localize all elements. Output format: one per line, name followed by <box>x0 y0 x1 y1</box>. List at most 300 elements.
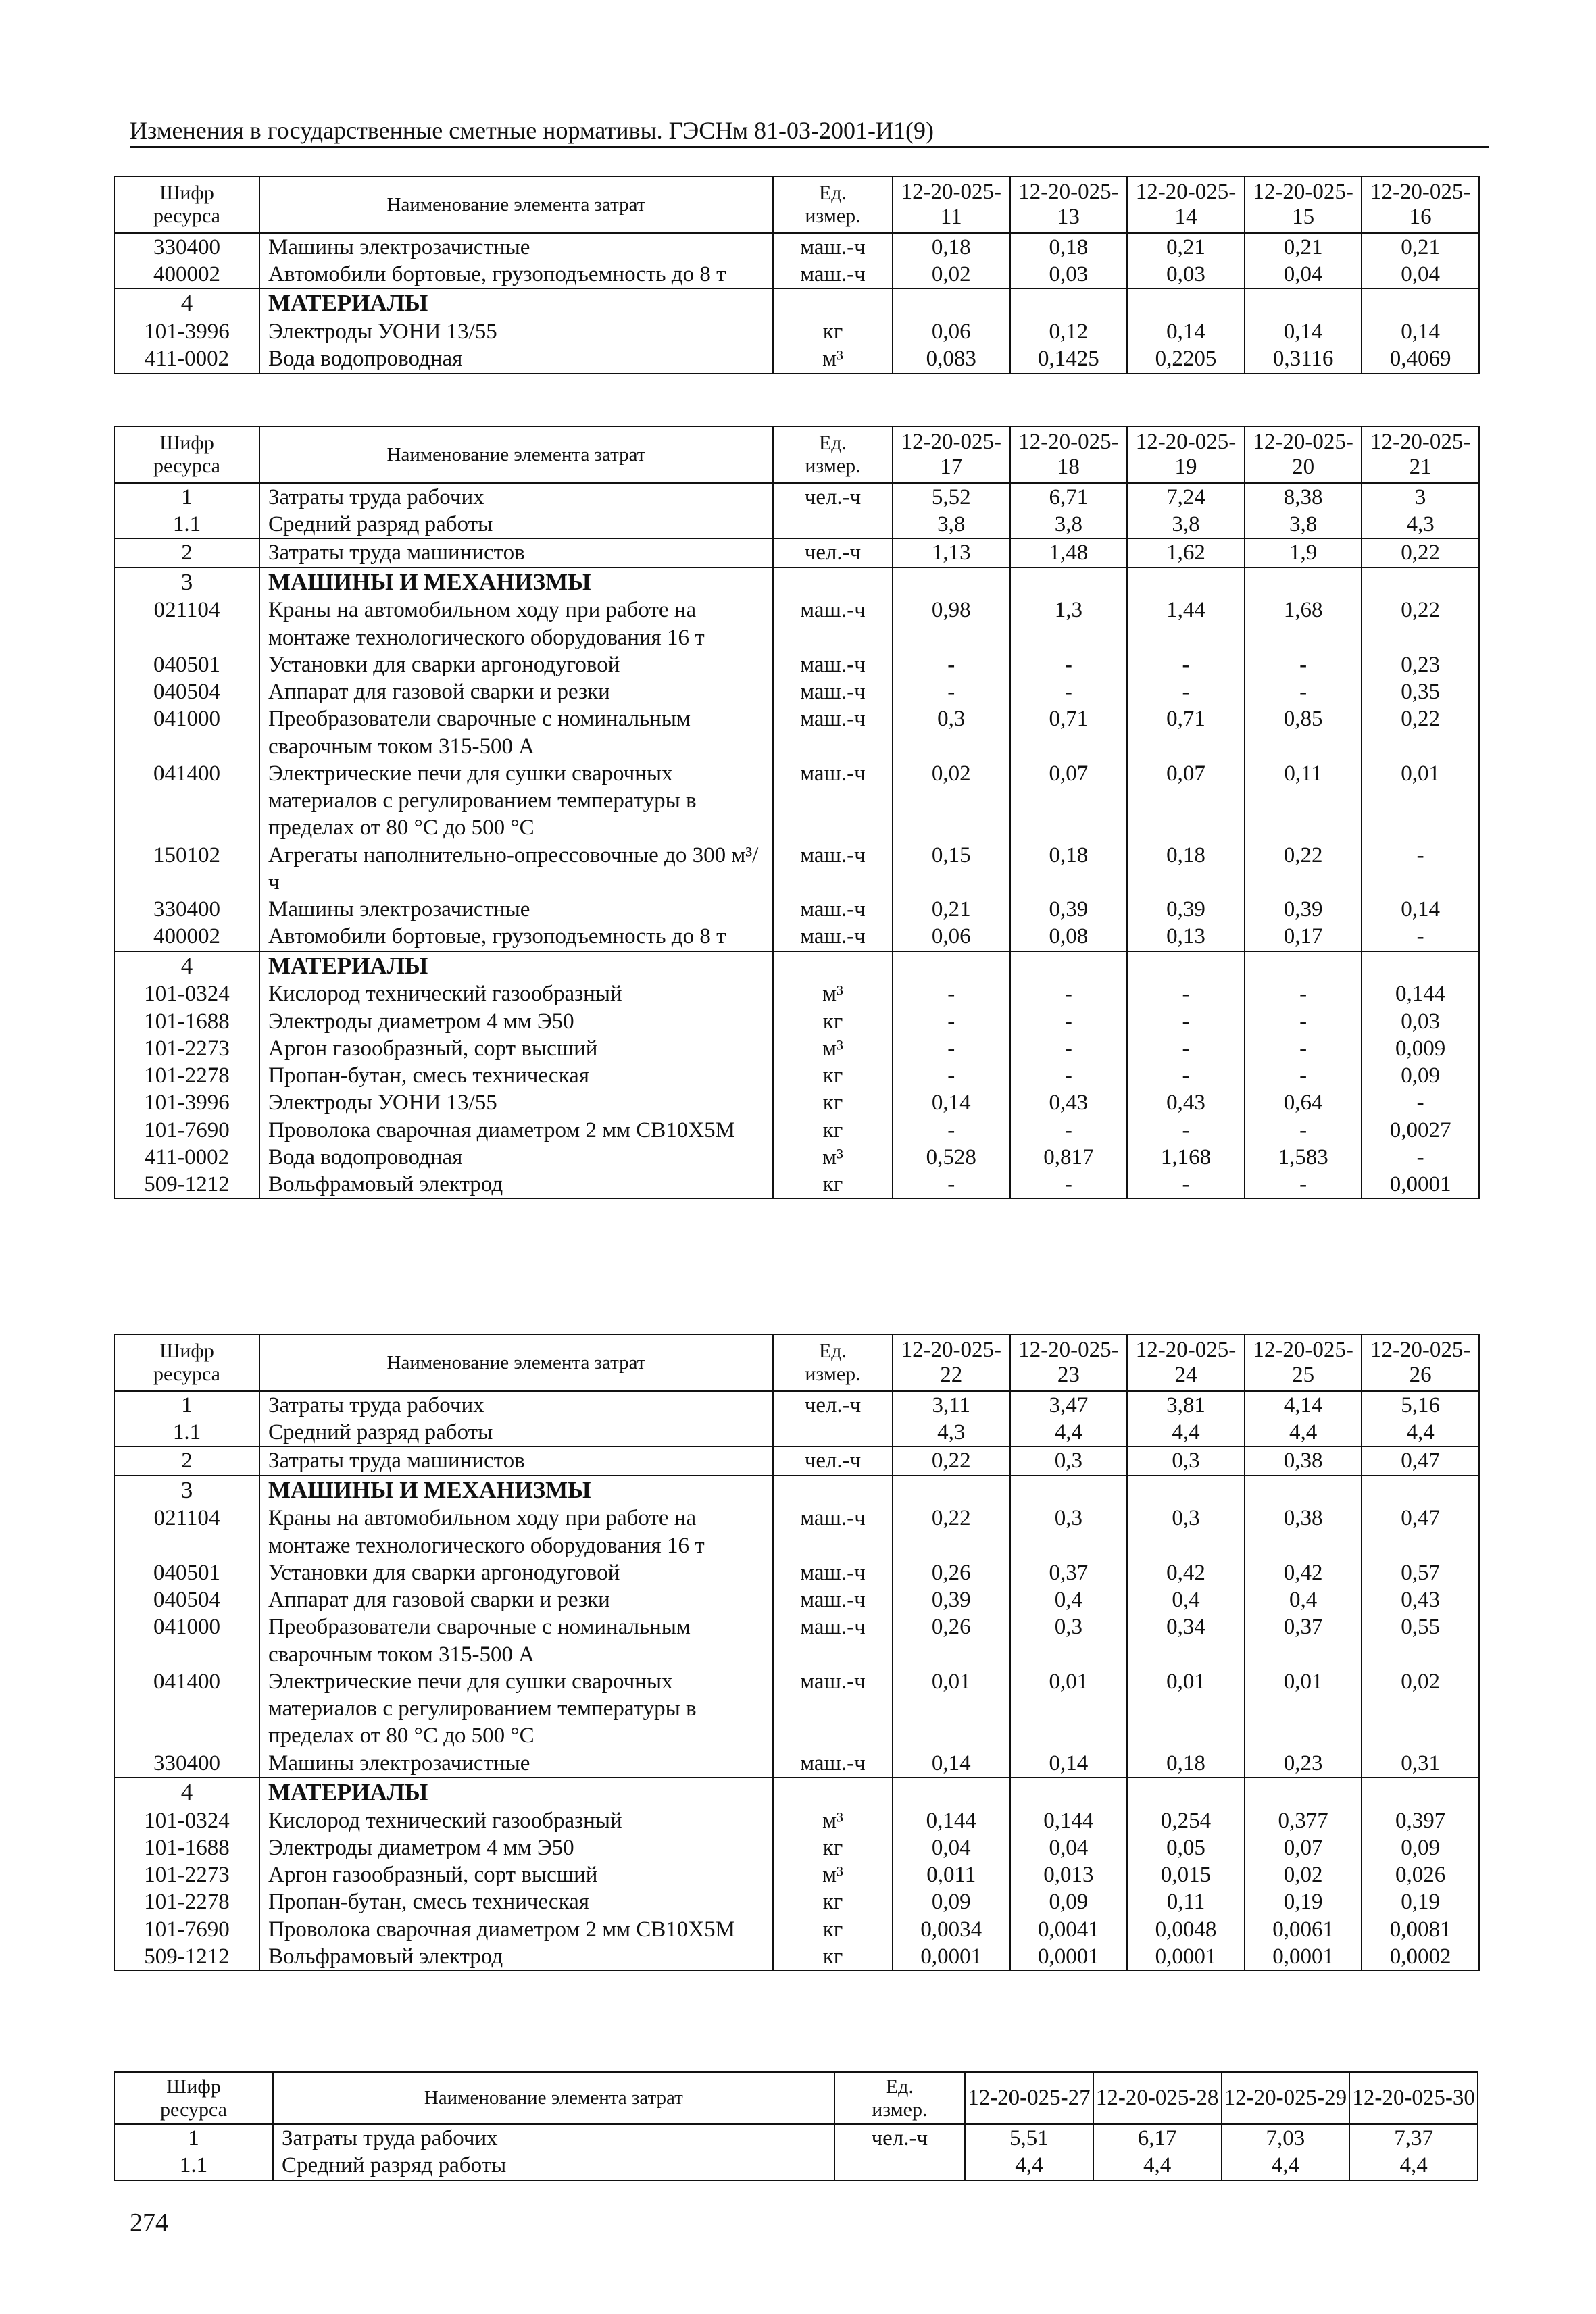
norm-value: 0,09 <box>1362 1834 1479 1861</box>
norm-value: 0,015 <box>1127 1861 1245 1888</box>
resource-table-1 <box>114 176 1480 374</box>
unit-header-line1: Ед. <box>818 432 847 455</box>
resource-code: 3 <box>114 568 259 597</box>
cost-element-name: Вольфрамовый электрод <box>259 1171 773 1199</box>
norm-value: - <box>893 1062 1010 1089</box>
norm-value: 1,68 <box>1245 597 1362 651</box>
norm-value <box>1245 288 1362 318</box>
code-header-line2: ресурса <box>153 1362 220 1385</box>
norm-value: 0,06 <box>893 318 1010 345</box>
table-row <box>114 233 1479 261</box>
norm-value: 8,38 <box>1245 483 1362 511</box>
table-row <box>114 1008 1479 1035</box>
norm-value: 3,47 <box>1010 1391 1128 1419</box>
code-header <box>114 2072 273 2124</box>
resource-code: 2 <box>114 538 259 567</box>
unit-of-measure: маш.-ч <box>773 1505 893 1559</box>
unit-of-measure: кг <box>773 1943 893 1971</box>
norm-value: 0,21 <box>1362 233 1479 261</box>
norm-value: 0,18 <box>1127 842 1245 897</box>
norm-value: 0,22 <box>1245 842 1362 897</box>
resource-code: 101-0324 <box>114 1807 259 1834</box>
norm-value: 0,0081 <box>1362 1916 1479 1943</box>
norm-value: 0,47 <box>1362 1447 1479 1475</box>
unit-of-measure <box>834 2152 965 2180</box>
cost-element-name: Агрегаты наполнительно-опрессовочные до 300 м³/ч <box>259 842 773 897</box>
cost-element-name: Электрические печи для сушки сварочных материалов с регулированием температуры в пределах от 80 °С до 500 °С <box>259 1668 773 1750</box>
cost-element-name: Пропан-бутан, смесь техническая <box>259 1888 773 1915</box>
code-header <box>114 176 259 233</box>
unit-of-measure: маш.-ч <box>773 1750 893 1778</box>
resource-code: 041400 <box>114 1668 259 1750</box>
code-header-line1: Шифр <box>159 182 214 205</box>
resource-code: 021104 <box>114 597 259 651</box>
table-row <box>114 651 1479 678</box>
norm-value: 0,11 <box>1127 1888 1245 1915</box>
norm-value: 0,2205 <box>1127 345 1245 373</box>
table-row <box>114 1089 1479 1116</box>
table-row <box>114 1476 1479 1505</box>
norm-value: 0,08 <box>1010 923 1128 951</box>
norm-value: 0,09 <box>1010 1888 1128 1915</box>
norm-value: - <box>1245 651 1362 678</box>
unit-of-measure <box>773 1778 893 1807</box>
norm-value: 7,24 <box>1127 483 1245 511</box>
norm-value: 0,85 <box>1245 705 1362 760</box>
resource-code: 101-1688 <box>114 1834 259 1861</box>
norm-value: - <box>1127 1008 1245 1035</box>
resource-code: 041400 <box>114 760 259 842</box>
unit-of-measure: маш.-ч <box>773 261 893 288</box>
table-row <box>114 1505 1479 1559</box>
norm-value: 1,44 <box>1127 597 1245 651</box>
norm-value: 0,0041 <box>1010 1916 1128 1943</box>
norm-value: - <box>1362 923 1479 951</box>
cost-element-name: МАШИНЫ И МЕХАНИЗМЫ <box>259 1476 773 1505</box>
unit-of-measure: кг <box>773 1008 893 1035</box>
page-number: 274 <box>130 2209 168 2237</box>
norm-value: 0,22 <box>1362 597 1479 651</box>
resource-code: 4 <box>114 288 259 318</box>
norm-value: 0,03 <box>1362 1008 1479 1035</box>
code-header-line2: ресурса <box>153 204 220 227</box>
norm-value: 0,21 <box>1127 233 1245 261</box>
unit-of-measure: м³ <box>773 1861 893 1888</box>
unit-of-measure: маш.-ч <box>773 597 893 651</box>
table-row <box>114 483 1479 511</box>
norm-value: 0,4 <box>1127 1586 1245 1613</box>
cost-element-name: МАТЕРИАЛЫ <box>259 951 773 981</box>
resource-code: 101-2273 <box>114 1035 259 1062</box>
unit-header-line1: Ед. <box>885 2076 914 2098</box>
norm-value: - <box>1010 980 1128 1007</box>
norm-value: 0,37 <box>1010 1559 1128 1586</box>
norm-value: 0,1425 <box>1010 345 1128 373</box>
norm-value: 3,81 <box>1127 1391 1245 1419</box>
table-row <box>114 1834 1479 1861</box>
norm-value: - <box>893 1117 1010 1144</box>
cost-element-name: Краны на автомобильном ходу при работе на монтаже технологического оборудования 16 т <box>259 597 773 651</box>
norm-value: 0,0001 <box>893 1943 1010 1971</box>
norm-value <box>1127 288 1245 318</box>
cost-element-name: Автомобили бортовые, грузоподъемность до 8 т <box>259 261 773 288</box>
unit-of-measure <box>773 1476 893 1505</box>
table-row <box>114 1586 1479 1613</box>
resource-table-3 <box>114 1334 1480 1971</box>
norm-value <box>1010 1476 1128 1505</box>
norm-value <box>1362 1476 1479 1505</box>
norm-value: 0,05 <box>1127 1834 1245 1861</box>
table-row <box>114 951 1479 981</box>
norm-value: 0,0001 <box>1010 1943 1128 1971</box>
code-header <box>114 1334 259 1391</box>
norm-value: 5,52 <box>893 483 1010 511</box>
norm-value: 0,39 <box>1010 896 1128 923</box>
norm-value <box>1362 1778 1479 1807</box>
resource-code: 040501 <box>114 1559 259 1586</box>
table-row <box>114 760 1479 842</box>
norm-value <box>1245 568 1362 597</box>
norm-code-header: 12-20-025-23 <box>1010 1334 1128 1391</box>
norm-value: 4,4 <box>1245 1419 1362 1447</box>
name-header: Наименование элемента затрат <box>259 1334 773 1391</box>
norm-value: 0,0027 <box>1362 1117 1479 1144</box>
cost-element-name: Установки для сварки аргонодуговой <box>259 651 773 678</box>
norm-value: 0,47 <box>1362 1505 1479 1559</box>
norm-value: 0,02 <box>893 760 1010 842</box>
cost-element-name: Пропан-бутан, смесь техническая <box>259 1062 773 1089</box>
norm-value: 0,11 <box>1245 760 1362 842</box>
norm-value <box>1127 1778 1245 1807</box>
table-row <box>114 1391 1479 1419</box>
norm-code-header: 12-20-025-11 <box>893 176 1010 233</box>
norm-value: 0,0001 <box>1127 1943 1245 1971</box>
cost-element-name: Кислород технический газообразный <box>259 1807 773 1834</box>
norm-value <box>1245 951 1362 981</box>
table-row <box>114 318 1479 345</box>
norm-value: 5,16 <box>1362 1391 1479 1419</box>
page-header: Изменения в государственные сметные нормативы. ГЭСНм 81-03-2001-И1(9) <box>130 115 1489 148</box>
norm-value: 0,3 <box>1010 1447 1128 1475</box>
norm-value: 0,39 <box>893 1586 1010 1613</box>
norm-value: 0,42 <box>1127 1559 1245 1586</box>
norm-value: - <box>1010 1117 1128 1144</box>
norm-value: - <box>893 651 1010 678</box>
norm-value: - <box>1245 1035 1362 1062</box>
resource-code: 411-0002 <box>114 345 259 373</box>
resource-code: 101-3996 <box>114 318 259 345</box>
norm-value: - <box>1010 651 1128 678</box>
resource-code: 400002 <box>114 923 259 951</box>
cost-element-name: Затраты труда машинистов <box>259 538 773 567</box>
table-row <box>114 1035 1479 1062</box>
resource-code: 1 <box>114 1391 259 1419</box>
norm-value <box>1010 568 1128 597</box>
unit-of-measure <box>773 951 893 981</box>
norm-value: 1,48 <box>1010 538 1128 567</box>
norm-value: 0,23 <box>1362 651 1479 678</box>
norm-value: 4,4 <box>1093 2152 1222 2180</box>
norm-value: 0,26 <box>893 1613 1010 1668</box>
norm-value: 1,9 <box>1245 538 1362 567</box>
cost-element-name: Затраты труда рабочих <box>273 2124 834 2152</box>
norm-value: 0,01 <box>1010 1668 1128 1750</box>
code-header <box>114 426 259 483</box>
norm-value: 3,11 <box>893 1391 1010 1419</box>
cost-element-name: Средний разряд работы <box>259 511 773 538</box>
norm-value: 0,01 <box>1245 1668 1362 1750</box>
resource-code: 1 <box>114 2124 273 2152</box>
header-row <box>114 1334 1479 1391</box>
norm-value: - <box>893 1008 1010 1035</box>
norm-value: 0,377 <box>1245 1807 1362 1834</box>
header-row <box>114 2072 1478 2124</box>
table-row <box>114 1668 1479 1750</box>
norm-value <box>1362 288 1479 318</box>
norm-value: 0,14 <box>1245 318 1362 345</box>
unit-of-measure: кг <box>773 1171 893 1199</box>
norm-value: - <box>1010 1171 1128 1199</box>
norm-value <box>1010 288 1128 318</box>
norm-code-header: 12-20-025-27 <box>965 2072 1093 2124</box>
resource-code: 041000 <box>114 1613 259 1668</box>
norm-value: 0,009 <box>1362 1035 1479 1062</box>
cost-element-name: Установки для сварки аргонодуговой <box>259 1559 773 1586</box>
unit-of-measure: кг <box>773 1916 893 1943</box>
table-row <box>114 2124 1478 2152</box>
norm-value: - <box>1127 1117 1245 1144</box>
norm-value: 5,51 <box>965 2124 1093 2152</box>
norm-value: - <box>893 678 1010 705</box>
code-header-line2: ресурса <box>153 454 220 477</box>
norm-code-header: 12-20-025-29 <box>1222 2072 1350 2124</box>
norm-value: 0,09 <box>1362 1062 1479 1089</box>
norm-value: 0,38 <box>1245 1505 1362 1559</box>
unit-of-measure <box>773 568 893 597</box>
norm-value: 0,254 <box>1127 1807 1245 1834</box>
norm-value: 0,04 <box>1362 261 1479 288</box>
norm-value <box>1127 568 1245 597</box>
norm-value: - <box>893 1035 1010 1062</box>
norm-value: 6,71 <box>1010 483 1128 511</box>
table-row <box>114 511 1479 538</box>
norm-value: 6,17 <box>1093 2124 1222 2152</box>
norm-value: - <box>1245 678 1362 705</box>
norm-code-header: 12-20-025-26 <box>1362 1334 1479 1391</box>
norm-value: 0,02 <box>893 261 1010 288</box>
cost-element-name: Электроды УОНИ 13/55 <box>259 1089 773 1116</box>
table-row <box>114 538 1479 567</box>
norm-value: 4,4 <box>1010 1419 1128 1447</box>
resource-table-4 <box>114 2071 1478 2181</box>
resource-code: 411-0002 <box>114 1144 259 1171</box>
norm-code-header: 12-20-025-19 <box>1127 426 1245 483</box>
norm-value: 0,04 <box>893 1834 1010 1861</box>
norm-value: 0,0034 <box>893 1916 1010 1943</box>
name-header: Наименование элемента затрат <box>273 2072 834 2124</box>
table-row <box>114 568 1479 597</box>
norm-value: 7,37 <box>1349 2124 1478 2152</box>
norm-value: 0,3116 <box>1245 345 1362 373</box>
norm-value: 0,14 <box>893 1750 1010 1778</box>
norm-value: - <box>1127 1062 1245 1089</box>
code-header-line2: ресурса <box>160 2098 227 2121</box>
header-row <box>114 426 1479 483</box>
norm-value: 0,0001 <box>1245 1943 1362 1971</box>
table-row <box>114 1419 1479 1447</box>
unit-of-measure: чел.-ч <box>773 1447 893 1475</box>
unit-header-line1: Ед. <box>818 182 847 205</box>
norm-value: 0,43 <box>1362 1586 1479 1613</box>
table-row <box>114 597 1479 651</box>
resource-code: 040501 <box>114 651 259 678</box>
cost-element-name: Преобразователи сварочные с номинальным сварочным током 315-500 А <box>259 705 773 760</box>
unit-of-measure: маш.-ч <box>773 760 893 842</box>
norm-value: 0,144 <box>893 1807 1010 1834</box>
norm-value: 0,026 <box>1362 1861 1479 1888</box>
cost-element-name: Кислород технический газообразный <box>259 980 773 1007</box>
norm-value: 0,18 <box>893 233 1010 261</box>
cost-element-name: МАШИНЫ И МЕХАНИЗМЫ <box>259 568 773 597</box>
norm-value: 0,3 <box>1010 1613 1128 1668</box>
table-row <box>114 1613 1479 1668</box>
unit-header <box>834 2072 965 2124</box>
norm-value: 0,14 <box>1010 1750 1128 1778</box>
norm-value: - <box>1127 1171 1245 1199</box>
norm-value: 0,0001 <box>1362 1171 1479 1199</box>
norm-value: 0,013 <box>1010 1861 1128 1888</box>
table-row <box>114 2152 1478 2180</box>
unit-of-measure: м³ <box>773 345 893 373</box>
table-row <box>114 1861 1479 1888</box>
unit-of-measure: кг <box>773 1834 893 1861</box>
resource-code: 2 <box>114 1447 259 1475</box>
cost-element-name: Электроды УОНИ 13/55 <box>259 318 773 345</box>
code-header-line1: Шифр <box>159 432 214 455</box>
norm-value: 0,39 <box>1245 896 1362 923</box>
norm-value: - <box>1127 1035 1245 1062</box>
norm-value: 0,19 <box>1362 1888 1479 1915</box>
table-row <box>114 705 1479 760</box>
norm-value: - <box>1010 678 1128 705</box>
norm-value: 0,4 <box>1010 1586 1128 1613</box>
cost-element-name: Машины электрозачистные <box>259 233 773 261</box>
norm-value: 0,15 <box>893 842 1010 897</box>
norm-value: 4,3 <box>893 1419 1010 1447</box>
norm-value <box>893 568 1010 597</box>
norm-value: 3,8 <box>893 511 1010 538</box>
norm-value: 0,01 <box>893 1668 1010 1750</box>
norm-value <box>1362 568 1479 597</box>
norm-value: 0,43 <box>1010 1089 1128 1116</box>
resource-code: 509-1212 <box>114 1943 259 1971</box>
cost-element-name: Вода водопроводная <box>259 1144 773 1171</box>
name-header: Наименование элемента затрат <box>259 176 773 233</box>
unit-header-line2: измер. <box>805 454 861 477</box>
norm-value: 0,01 <box>1362 760 1479 842</box>
norm-value: 0,04 <box>1010 1834 1128 1861</box>
norm-value: 0,07 <box>1127 760 1245 842</box>
norm-value: 0,22 <box>893 1505 1010 1559</box>
norm-value: 0,011 <box>893 1861 1010 1888</box>
resource-code: 4 <box>114 1778 259 1807</box>
resource-code: 101-0324 <box>114 980 259 1007</box>
unit-of-measure: чел.-ч <box>773 483 893 511</box>
norm-code-header: 12-20-025-24 <box>1127 1334 1245 1391</box>
resource-code: 150102 <box>114 842 259 897</box>
table-row <box>114 1117 1479 1144</box>
norm-value <box>893 1778 1010 1807</box>
norm-value: 0,14 <box>1362 896 1479 923</box>
norm-value: 0,12 <box>1010 318 1128 345</box>
unit-of-measure: маш.-ч <box>773 1586 893 1613</box>
norm-value: - <box>1245 1171 1362 1199</box>
norm-value: 4,4 <box>1362 1419 1479 1447</box>
resource-code: 509-1212 <box>114 1171 259 1199</box>
table-row <box>114 1750 1479 1778</box>
resource-code: 101-7690 <box>114 1117 259 1144</box>
norm-value: - <box>1010 1035 1128 1062</box>
table-row <box>114 1062 1479 1089</box>
unit-of-measure: кг <box>773 1888 893 1915</box>
resource-code: 330400 <box>114 233 259 261</box>
norm-value: 0,18 <box>1010 842 1128 897</box>
norm-value <box>893 1476 1010 1505</box>
norm-code-header: 12-20-025-21 <box>1362 426 1479 483</box>
norm-value: - <box>1245 1062 1362 1089</box>
norm-value <box>1362 951 1479 981</box>
table-row <box>114 1778 1479 1807</box>
norm-value <box>1127 1476 1245 1505</box>
cost-element-name: Электроды диаметром 4 мм Э50 <box>259 1834 773 1861</box>
norm-value: 0,43 <box>1127 1089 1245 1116</box>
unit-of-measure: маш.-ч <box>773 233 893 261</box>
unit-header <box>773 426 893 483</box>
norm-value: - <box>1362 1144 1479 1171</box>
norm-value: 0,19 <box>1245 1888 1362 1915</box>
norm-value: 0,144 <box>1362 980 1479 1007</box>
norm-value: 0,14 <box>1127 318 1245 345</box>
norm-value: 0,0002 <box>1362 1943 1479 1971</box>
norm-value: 0,397 <box>1362 1807 1479 1834</box>
unit-of-measure: чел.-ч <box>773 1391 893 1419</box>
cost-element-name: Затраты труда машинистов <box>259 1447 773 1475</box>
unit-of-measure: маш.-ч <box>773 842 893 897</box>
unit-of-measure: кг <box>773 1089 893 1116</box>
resource-code: 101-3996 <box>114 1089 259 1116</box>
norm-value: 0,817 <box>1010 1144 1128 1171</box>
table-row <box>114 1807 1479 1834</box>
norm-value: 0,06 <box>893 923 1010 951</box>
code-header-line1: Шифр <box>166 2076 221 2098</box>
norm-value: - <box>1245 1008 1362 1035</box>
table-row <box>114 1916 1479 1943</box>
cost-element-name: Вода водопроводная <box>259 345 773 373</box>
unit-of-measure <box>773 511 893 538</box>
norm-value: 3 <box>1362 483 1479 511</box>
header-row <box>114 176 1479 233</box>
norm-code-header: 12-20-025-15 <box>1245 176 1362 233</box>
unit-of-measure: маш.-ч <box>773 923 893 951</box>
cost-element-name: Вольфрамовый электрод <box>259 1943 773 1971</box>
norm-value: 0,21 <box>1245 233 1362 261</box>
unit-of-measure: чел.-ч <box>834 2124 965 2152</box>
unit-of-measure: кг <box>773 318 893 345</box>
norm-code-header: 12-20-025-20 <box>1245 426 1362 483</box>
norm-value <box>1245 1476 1362 1505</box>
norm-value: 0,18 <box>1010 233 1128 261</box>
norm-value: 0,98 <box>893 597 1010 651</box>
